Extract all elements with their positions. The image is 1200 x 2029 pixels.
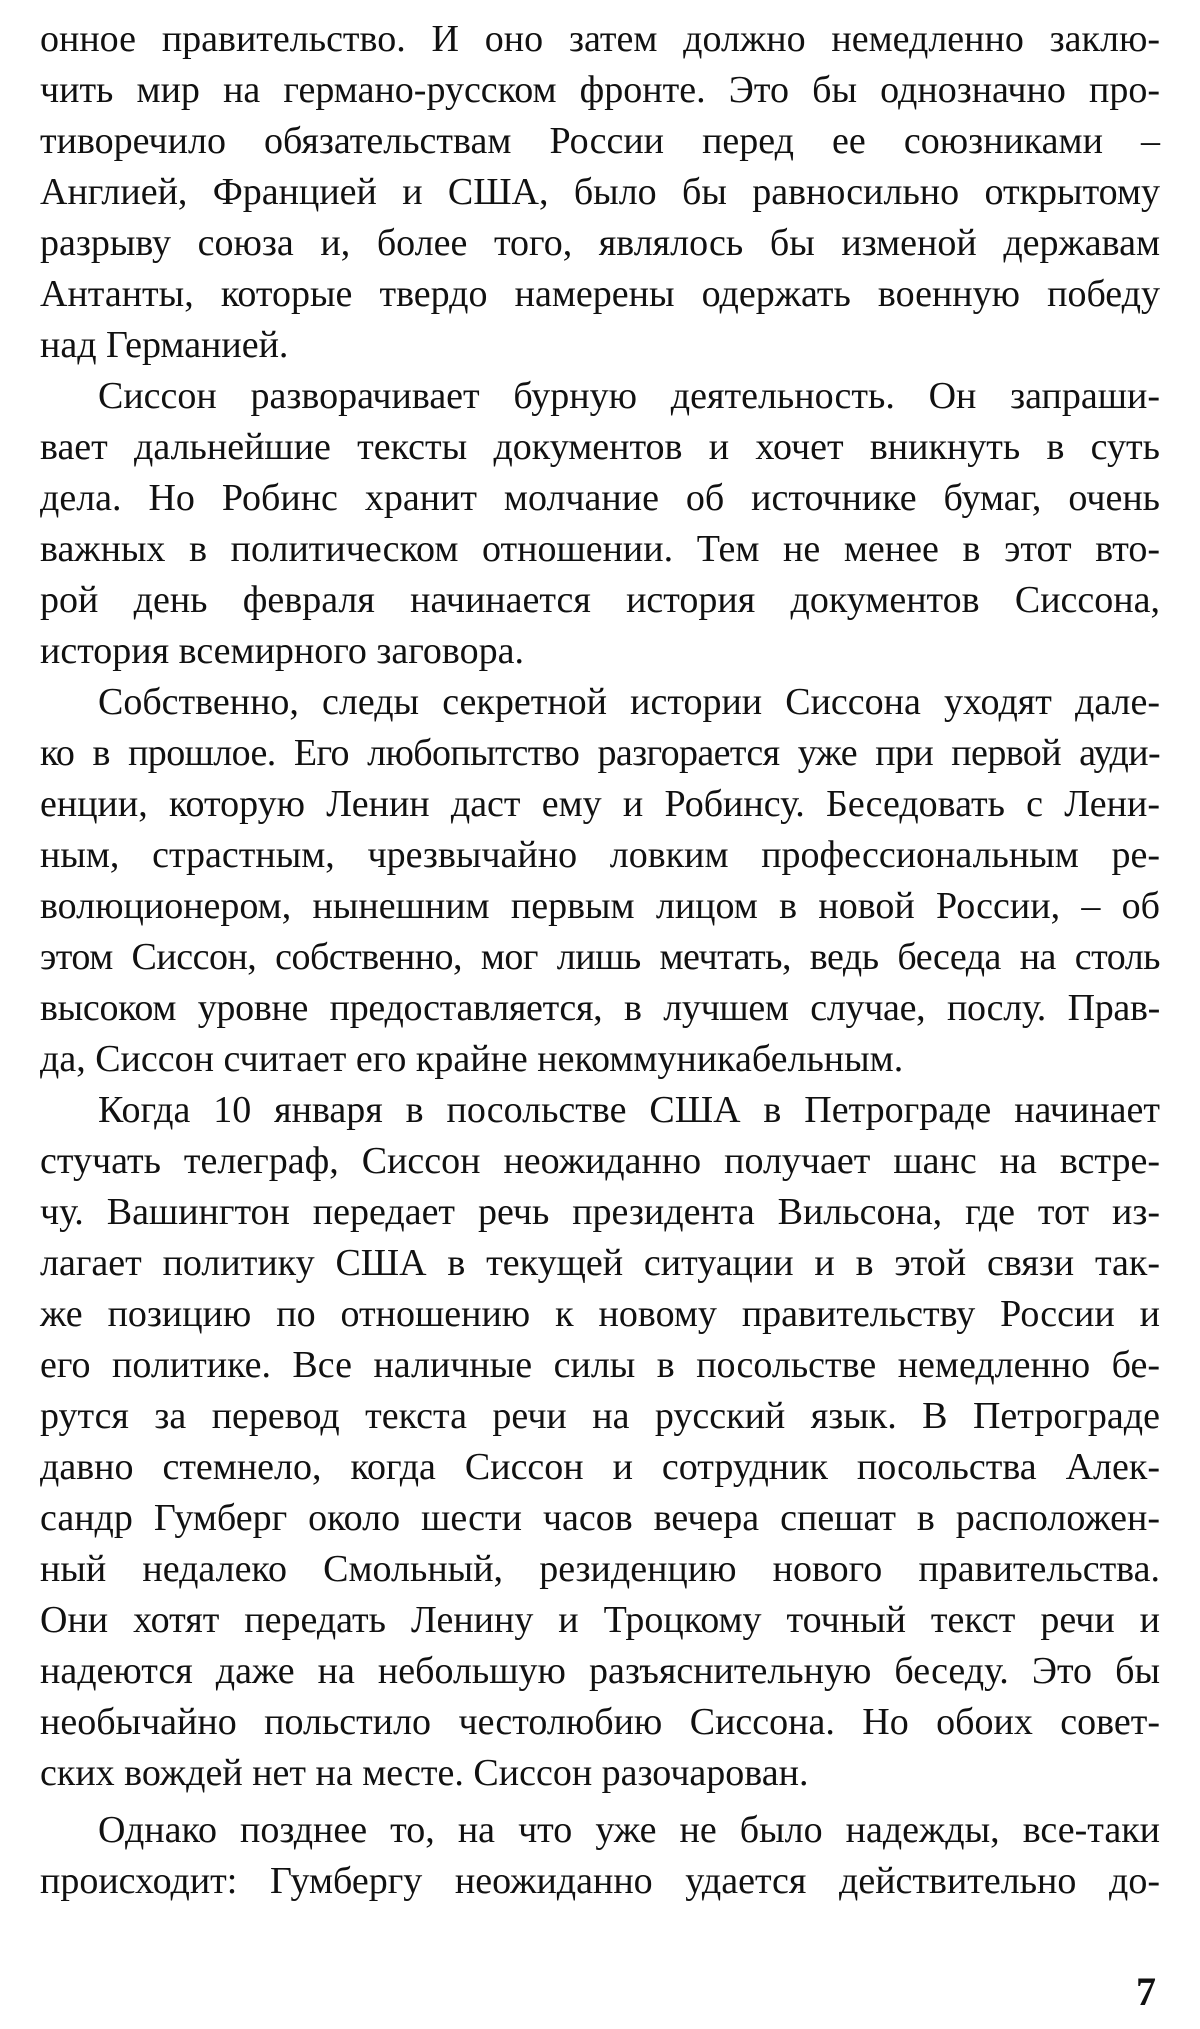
text-line: тиворечило обязательствам России перед ее союзниками – xyxy=(40,120,1160,162)
paragraph-1 xyxy=(40,14,1160,371)
text-line: ских вождей нет на месте. Сиссон разочарован. xyxy=(40,1752,809,1794)
text-line: енции, которую Ленин даст ему и Робинсу. Беседовать с Лени- xyxy=(40,783,1160,825)
text-line: же позицию по отношению к новому правительству России и xyxy=(40,1293,1160,1335)
text-line: сандр Гумберг около шести часов вечера спешат в расположен- xyxy=(40,1497,1160,1539)
text-line: чить мир на германо-русском фронте. Это бы однозначно про- xyxy=(40,69,1160,111)
text-line: давно стемнело, когда Сиссон и сотрудник посольства Алек- xyxy=(40,1446,1160,1488)
text-line: Когда 10 января в посольстве США в Петрограде начинает xyxy=(98,1089,1160,1131)
text-line: этом Сиссон, собственно, мог лишь мечтать, ведь беседа на столь xyxy=(40,936,1160,978)
page-number: 7 xyxy=(1136,1969,1156,2014)
paragraph-4 xyxy=(40,1085,1160,1799)
text-line: ко в прошлое. Его любопытство разгорается уже при первой ауди- xyxy=(40,732,1160,774)
text-line: надеются даже на небольшую разъяснительную беседу. Это бы xyxy=(40,1650,1160,1692)
paragraph-2 xyxy=(40,371,1160,677)
text-line: стучать телеграф, Сиссон неожиданно получает шанс на встре- xyxy=(40,1140,1160,1182)
text-line: Англией, Францией и США, было бы равносильно открытому xyxy=(40,171,1160,213)
text-line: Сиссон разворачивает бурную деятельность. Он запраши- xyxy=(98,375,1160,417)
text-line: важных в политическом отношении. Тем не менее в этот вто- xyxy=(40,528,1160,570)
text-line: его политике. Все наличные силы в посольстве немедленно бе- xyxy=(40,1344,1160,1386)
text-line: над Германией. xyxy=(40,324,289,366)
text-line: ным, страстным, чрезвычайно ловким профессиональным ре- xyxy=(40,834,1160,876)
text-line: лагает политику США в текущей ситуации и в этой связи так- xyxy=(40,1242,1160,1284)
text-line: дела. Но Робинс хранит молчание об источнике бумаг, очень xyxy=(40,477,1160,519)
text-line: да, Сиссон считает его крайне некоммуникабельным. xyxy=(40,1038,904,1080)
text-line: рой день февраля начинается история документов Сиссона, xyxy=(40,579,1160,621)
text-line: рутся за перевод текста речи на русский язык. В Петрограде xyxy=(40,1395,1160,1437)
text-line: происходит: Гумбергу неожиданно удается действительно до- xyxy=(40,1860,1160,1902)
text-line: высоком уровне предоставляется, в лучшем случае, послу. Прав- xyxy=(40,987,1160,1029)
paragraph-5 xyxy=(40,1805,1160,1907)
body-text xyxy=(40,14,1160,1907)
text-line: Они хотят передать Ленину и Троцкому точный текст речи и xyxy=(40,1599,1160,1641)
text-line: онное правительство. И оно затем должно немедленно заклю- xyxy=(40,18,1160,60)
text-line: волюционером, нынешним первым лицом в новой России, – об xyxy=(40,885,1160,927)
text-line: Однако позднее то, на что уже не было надежды, все-таки xyxy=(98,1809,1160,1851)
paragraph-3 xyxy=(40,677,1160,1085)
text-line: ный недалеко Смольный, резиденцию нового правительства. xyxy=(40,1548,1160,1590)
text-line: необычайно польстило честолюбию Сиссона. Но обоих совет- xyxy=(40,1701,1160,1743)
text-line: Собственно, следы секретной истории Сиссона уходят дале- xyxy=(98,681,1160,723)
text-line: вает дальнейшие тексты документов и хочет вникнуть в суть xyxy=(40,426,1160,468)
text-line: Антанты, которые твердо намерены одержать военную победу xyxy=(40,273,1160,315)
text-line: история всемирного заговора. xyxy=(40,630,524,672)
text-line: чу. Вашингтон передает речь президента Вильсона, где тот из- xyxy=(40,1191,1160,1233)
text-line: разрыву союза и, более того, являлось бы изменой державам xyxy=(40,222,1160,264)
